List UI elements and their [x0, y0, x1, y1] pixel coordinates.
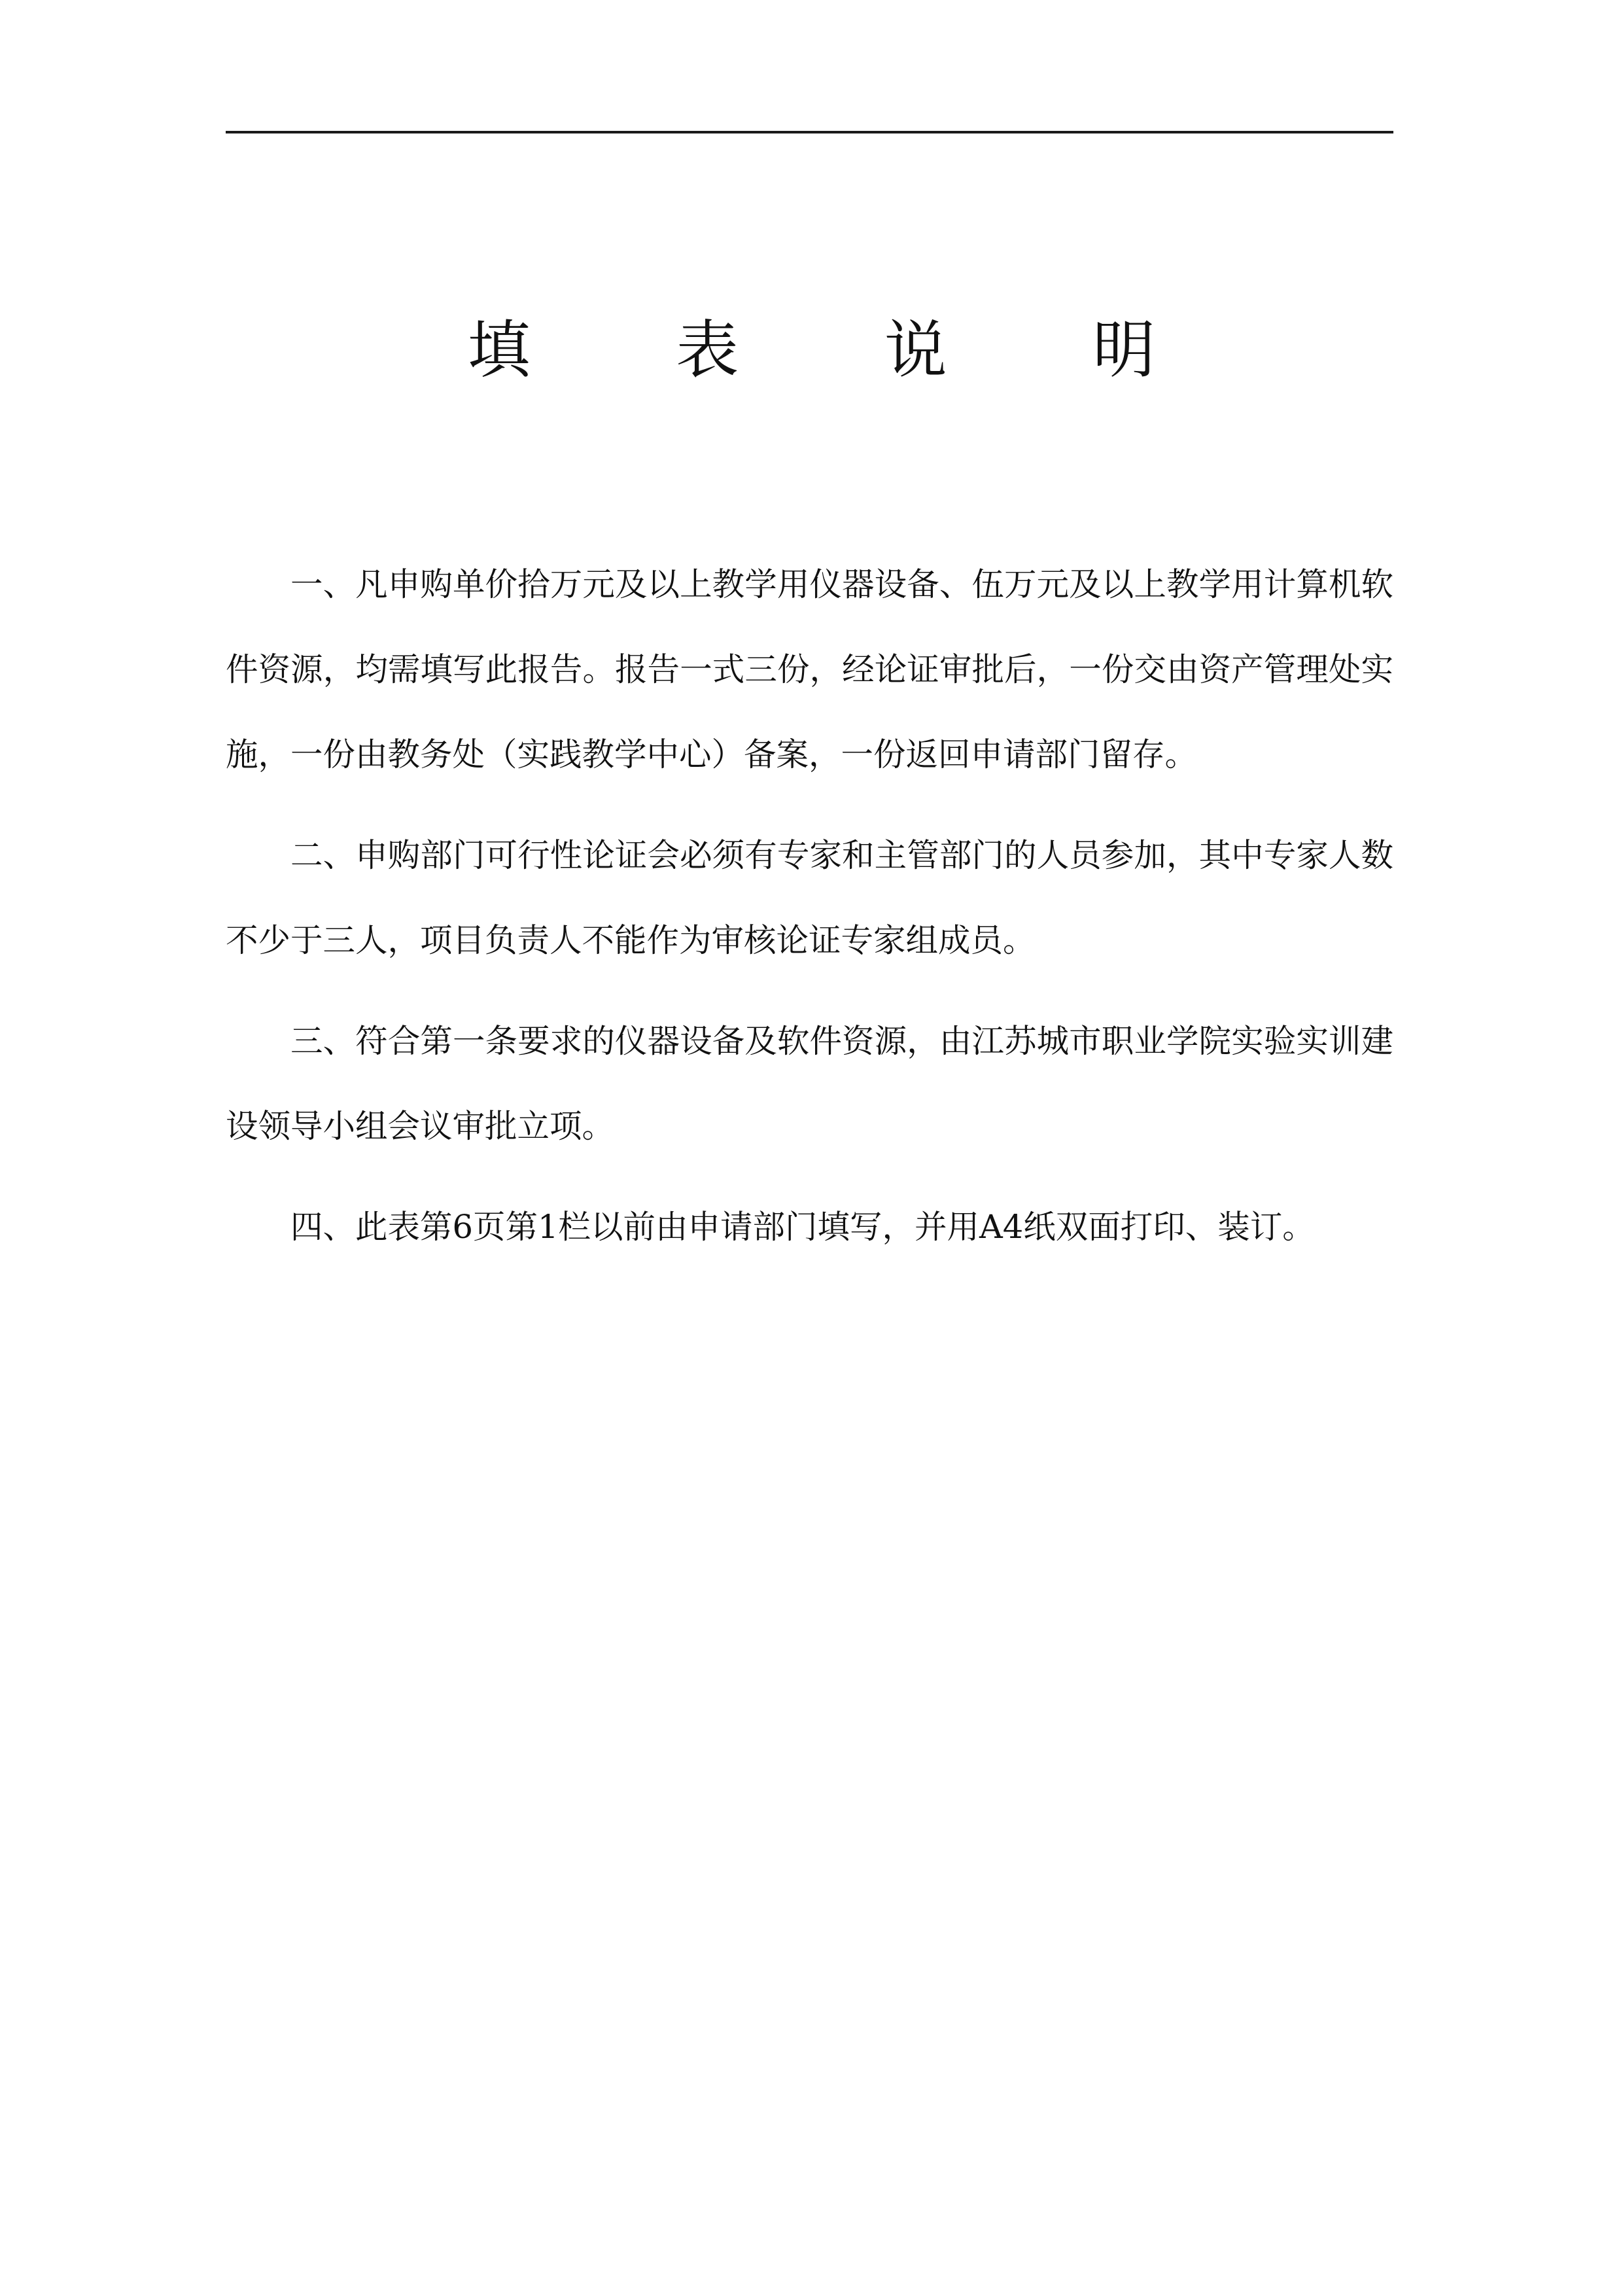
instructions-body [226, 542, 1393, 1285]
instruction-paragraph-1: 一、凡申购单价拾万元及以上教学用仪器设备、伍万元及以上教学用计算机软件资源，均需填写此报告。报告一式三份，经论证审批后，一份交由资产管理处实施，一份由教务处（实践教学中心）备案，一份返回申请部门留存。 [226, 565, 1393, 773]
instruction-paragraph-3: 三、符合第一条要求的仪器设备及软件资源，由江苏城市职业学院实验实训建设领导小组会议审批立项。 [226, 1022, 1393, 1145]
instruction-paragraph-4: 四、此表第6页第1栏以前由申请部门填写，并用A4纸双面打印、装订。 [290, 1208, 1315, 1246]
header-rule [226, 131, 1393, 133]
page-title: 填 表 说 明 [467, 313, 1219, 387]
instruction-paragraph-2: 二、申购部门可行性论证会必须有专家和主管部门的人员参加，其中专家人数不少于三人，项目负责人不能作为审核论证专家组成员。 [226, 836, 1393, 959]
